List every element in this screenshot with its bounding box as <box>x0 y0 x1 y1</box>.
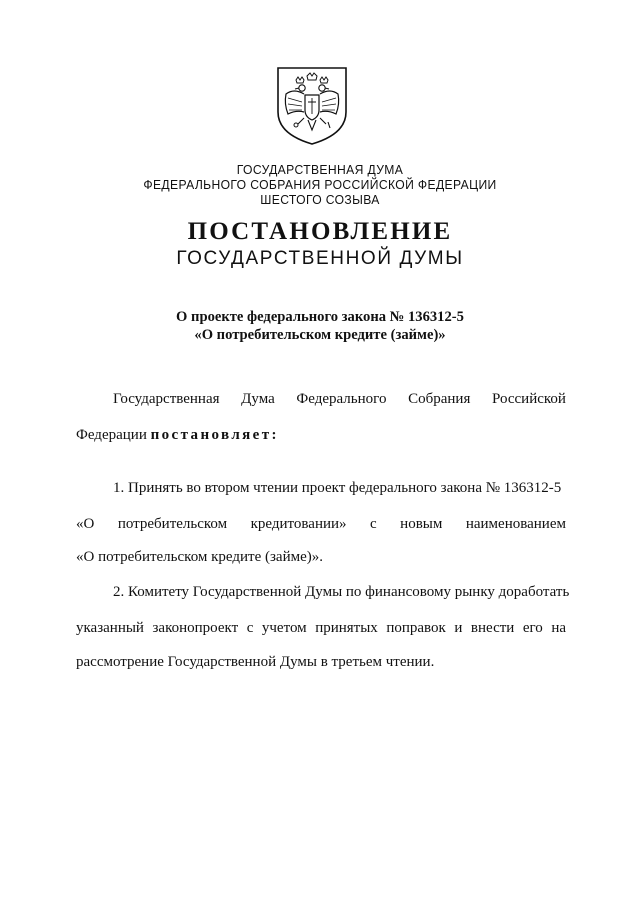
item1-line-2 <box>76 515 566 533</box>
item1-word: «О <box>76 516 95 532</box>
header-line-2: ФЕДЕРАЛЬНОГО СОБРАНИЯ РОССИЙСКОЙ ФЕДЕРАЦИИ <box>143 177 497 192</box>
preamble-line-2 <box>76 426 566 444</box>
item2-word: внести <box>470 620 515 636</box>
preamble-text: Федерации <box>76 427 151 443</box>
item1-word: кредитовании» <box>250 516 347 532</box>
item1-word: наименованием <box>465 516 566 532</box>
preamble-word: Дума <box>241 391 275 407</box>
item2-word: на <box>551 620 566 636</box>
subject-line-2: «О потребительском кредите (займе)» <box>194 327 446 343</box>
header-line-1: ГОСУДАРСТВЕННАЯ ДУМА <box>236 162 404 177</box>
preamble-word: Российской <box>492 391 566 407</box>
item2-word: принятых <box>315 620 378 636</box>
item2-word: и <box>454 620 463 636</box>
subject-line-1: О проекте федерального закона № 136312-5 <box>176 309 464 325</box>
item1-line-3: «О потребительском кредите (займе)». <box>76 549 324 565</box>
item1-word: с <box>370 516 377 532</box>
item1-line-1: 1. Принять во втором чтении проект федерального закона № 136312-5 <box>113 480 562 496</box>
document-title: ПОСТАНОВЛЕНИЕ <box>187 218 453 245</box>
item2-word: указанный <box>76 620 144 636</box>
resolves-word: постановляет: <box>150 427 279 443</box>
preamble-word: Федерального <box>296 391 387 407</box>
item2-word: законопроект <box>152 620 239 636</box>
preamble-word: Собрания <box>408 391 471 407</box>
item1-word: потребительском <box>117 516 228 532</box>
preamble-word: Государственная <box>113 391 220 407</box>
item1-word: новым <box>400 516 443 532</box>
document-subtitle: ГОСУДАРСТВЕННОЙ ДУМЫ <box>176 248 464 269</box>
preamble-line-1 <box>113 390 566 408</box>
item2-line-1: 2. Комитету Государственной Думы по финансовому рынку доработать <box>113 584 570 600</box>
item2-word: с <box>246 620 254 636</box>
item2-word: поправок <box>386 620 446 636</box>
item2-word: его <box>522 620 543 636</box>
state-emblem-icon <box>274 64 350 148</box>
item2-word: учетом <box>261 620 307 636</box>
header-line-3: ШЕСТОГО СОЗЫВА <box>260 192 380 207</box>
item2-line-2 <box>76 619 566 637</box>
item2-line-3: рассмотрение Государственной Думы в третьем чтении. <box>76 654 435 670</box>
